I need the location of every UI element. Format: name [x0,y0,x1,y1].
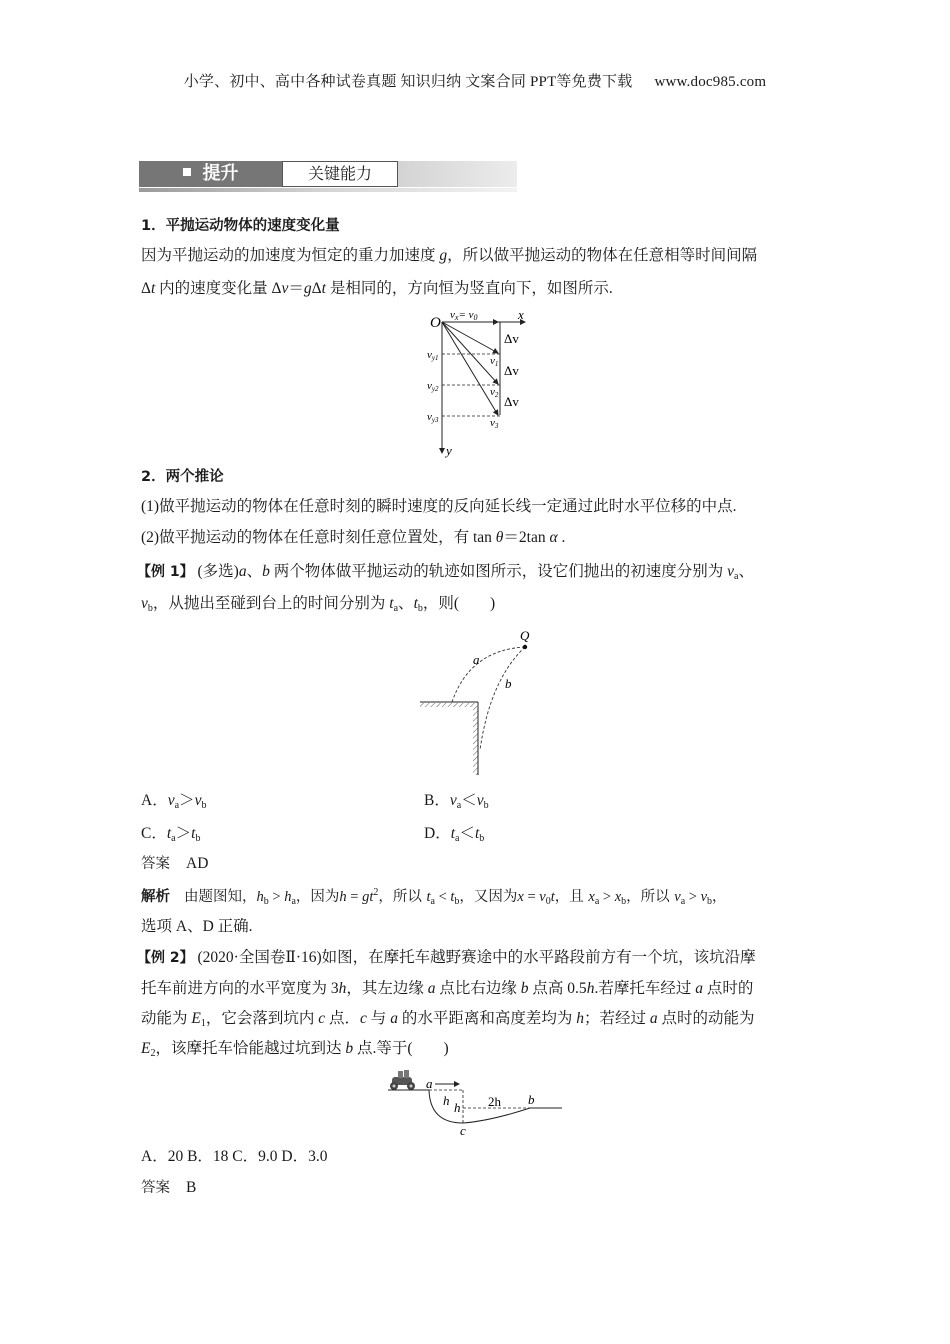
section1-heading: 1．平抛运动物体的速度变化量 [141,218,340,234]
text: (2)做平抛运动的物体在任意时刻任意位置处，有 tan [141,529,496,546]
option-c[interactable] [141,824,200,844]
t: v [490,386,495,398]
platform-hatch [420,703,477,707]
trajectory-a [452,647,525,702]
text: = [523,889,540,905]
var: v [476,792,484,809]
example2-line4 [141,1039,449,1059]
v2-label [490,386,499,399]
var: c [318,1010,326,1027]
text: ，它会落到坑内 [205,1010,319,1027]
label-h1: h [443,1093,450,1108]
t: v [427,411,432,423]
var-alpha: α [549,529,558,546]
answer-value: B [186,1179,197,1196]
t: x [454,313,459,322]
square-bullet-icon [183,168,191,176]
var: x [614,889,622,905]
sub: a [455,833,460,844]
op: ＞ [175,825,192,842]
text: Δ [141,280,151,297]
sub: a [430,896,435,907]
text: ，所以做平抛运动的物体在任意相等时间间隔 [447,247,758,264]
var: x [588,889,595,905]
text: 点． [325,1010,361,1027]
var: v [194,792,202,809]
text: ；若经过 [583,1010,650,1027]
dv-label-3: Δv [504,394,519,409]
option-key: A． [141,792,168,809]
example1-tag: 【例 1】 [137,564,194,580]
vy1-label [427,349,439,362]
text: ，因为 [295,889,340,905]
var: h [338,980,347,997]
answer-label: 答案 [141,1180,170,1196]
sub: a [734,571,739,582]
text: 点.等于( ) [353,1040,449,1057]
text: ， [712,889,727,905]
page-header [0,70,950,91]
t: 3 [494,422,499,430]
label-h2: h [454,1100,461,1115]
var: c [360,1010,367,1027]
velocity-diagram [410,305,550,460]
sub: a [174,800,180,811]
v2-arrow [442,322,498,384]
text: > [685,889,701,905]
option-a[interactable] [141,791,206,811]
var-g: g [303,280,312,297]
point-q [523,645,527,649]
text: > [268,889,285,905]
sub: b [195,833,201,844]
var: v [700,889,708,905]
sub: b [417,603,423,614]
example2-line1 [137,948,756,968]
t: v [427,349,432,361]
header-url[interactable]: www.doc985.com [654,74,767,90]
text: 点高 0.5 [528,980,587,997]
var: v [727,563,734,580]
var-t: t [150,280,156,297]
header-text: 小学、初中、高中各种试卷真题 知识归纳 文案合同 PPT等免费下载 [183,74,633,90]
text: > [599,889,615,905]
text: (2020·全国卷Ⅱ·16)如图，在摩托车越野赛途中的水平路段前方有一个坑，该坑沿摩 [193,949,756,966]
var: v [141,595,148,612]
var: t [389,595,394,612]
sub: a [594,896,600,907]
var-v: v [281,280,289,297]
var: a [238,563,247,580]
analysis-label: 解析 [141,889,170,905]
text: = [346,889,363,905]
text: ，且 [554,889,589,905]
option-key: B． [424,792,450,809]
banner-underline [139,188,517,192]
t: = v [458,309,474,321]
sub: b [621,896,627,907]
label-a: a [426,1076,433,1091]
var: t [450,889,455,905]
example1-line2 [141,594,495,614]
var: E [191,1010,201,1027]
t: v [490,355,495,367]
var: t [426,889,431,905]
t: v [450,309,455,321]
t: 2 [494,391,499,399]
var: t [550,889,555,905]
vy3-label [427,411,439,424]
op: ＜ [459,825,475,842]
trajectory-diagram [410,620,550,780]
op: ＞ [179,792,195,809]
text: 托车前进方向的水平宽度为 3 [141,980,339,997]
var-theta: θ [495,529,504,546]
text: ，则( ) [422,595,496,612]
vx-label [450,309,478,322]
section-banner [139,161,517,193]
text: ＝ [288,280,304,297]
text: 因为平抛运动的加速度为恒定的重力加速度 [141,247,440,264]
section1-line2 [141,279,613,299]
var: b [520,980,529,997]
sub: b [263,896,269,907]
sub: a [291,896,296,907]
var: v [167,792,175,809]
text: ，所以 [378,889,427,905]
text: 、 [738,563,754,580]
motorcycle-icon [390,1070,415,1090]
var: b [262,563,270,580]
example2-answer [141,1178,196,1198]
text: < [434,889,451,905]
var: gt [362,889,374,905]
label-q: Q [520,628,530,643]
example1-analysis-line1 [141,887,727,907]
text: (多选) [193,563,239,580]
v3-arrow [442,322,498,415]
text: 由题图知， [184,889,257,905]
label-b: b [528,1092,535,1107]
answer-value: AD [186,855,209,872]
label-b: b [505,676,512,691]
var: h [256,889,264,905]
example1-analysis-line2: 选项 A、D 正确. [141,918,253,935]
text: 的水平距离和高度差均为 [397,1010,577,1027]
text: .若摩托车经过 [594,980,696,997]
var: E [141,1040,151,1057]
text: 、 [246,563,263,580]
text: ，又因为 [459,889,518,905]
var: a [427,980,436,997]
var-t: t [321,280,326,297]
text: 内的速度变化量 Δ [155,280,282,297]
var: v [674,889,681,905]
banner-left [139,161,282,187]
example2-line3 [141,1009,754,1029]
var: t [474,825,480,842]
text: 是相同的，方向恒为竖直向下，如图所示. [325,280,613,297]
text: 、 [398,595,414,612]
var: b [345,1040,354,1057]
t: y2 [431,385,439,393]
text: 与 [366,1010,391,1027]
label-2h: 2h [488,1094,501,1109]
v3-label [490,417,499,430]
var: a [695,980,703,997]
sub: b [201,800,207,811]
sub: 2 [150,1048,156,1059]
sub: a [171,833,176,844]
var: x [517,889,524,905]
text: ，所以 [626,889,675,905]
option-key: C． [141,825,167,842]
var: h [339,889,347,905]
option-key: D． [424,825,451,842]
banner-left-label: 提升 [202,163,239,184]
section2-item1: (1)做平抛运动的物体在任意时刻的瞬时速度的反向延长线一定通过此时水平位移的中点. [141,498,737,515]
y-label: y [446,443,452,458]
t: 1 [494,360,499,368]
text: Δ [311,280,322,297]
t: 0 [473,313,478,322]
var: v [539,889,546,905]
sub: b [707,896,713,907]
var-g: g [439,247,448,264]
option-d[interactable] [424,824,484,844]
v1-label [490,355,498,368]
sub: a [456,800,462,811]
op: ＜ [461,792,477,809]
var: a [390,1010,398,1027]
sub: 1 [200,1018,206,1029]
wall-hatch [473,707,478,775]
var: t [191,825,196,842]
t: v [490,417,495,429]
section2-item2 [141,528,565,548]
answer-label: 答案 [141,856,170,872]
trajectory-b [480,647,525,750]
option-b[interactable] [424,791,489,811]
text: . [557,529,566,546]
text: ，从抛出至碰到台上的时间分别为 [152,595,390,612]
sub: a [393,603,399,614]
sup: 2 [373,887,379,898]
section2-heading: 2．两个推论 [141,469,224,485]
var: t [413,595,418,612]
var: h [576,1010,584,1027]
sub: b [454,896,460,907]
sub: b [483,800,489,811]
dv-label-1: Δv [504,331,519,346]
origin-label: O [430,315,441,331]
example2-options[interactable]: A．20 B．18 C．9.0 D．3.0 [141,1148,328,1165]
v1-arrow [442,322,498,353]
motorcycle-pit-diagram [380,1065,570,1145]
text: 点时的 [702,980,754,997]
t: v [427,380,432,392]
var: t [166,825,172,842]
text: ＝2tan [503,529,550,546]
dv-label-2: Δv [504,363,519,378]
sub: 0 [545,896,551,907]
text: ，其左边缘 [346,980,428,997]
example1-line1 [137,562,754,582]
var: a [649,1010,658,1027]
example2-tag: 【例 2】 [137,950,194,966]
t: y1 [431,354,439,362]
text: 动能为 [141,1010,192,1027]
label-c: c [460,1123,466,1138]
x-label: x [518,307,524,322]
banner-right [282,161,398,187]
section1-line1 [141,246,757,266]
t: y3 [431,416,439,424]
var: h [284,889,292,905]
text: 点比右边缘 [435,980,521,997]
example1-answer [141,854,208,874]
sub: a [680,896,686,907]
var: t [450,825,456,842]
sub: b [147,603,153,614]
vy2-label [427,380,439,393]
text: 两个物体做平抛运动的轨迹如图所示，设它们抛出的初速度分别为 [269,563,728,580]
banner-right-label: 关键能力 [307,164,372,183]
var: h [586,980,595,997]
sub: b [479,833,485,844]
label-a: a [473,652,480,667]
text: 点时的动能为 [657,1010,755,1027]
var: v [449,792,457,809]
text: ，该摩托车恰能越过坑到达 [155,1040,346,1057]
example2-line2 [141,979,753,999]
